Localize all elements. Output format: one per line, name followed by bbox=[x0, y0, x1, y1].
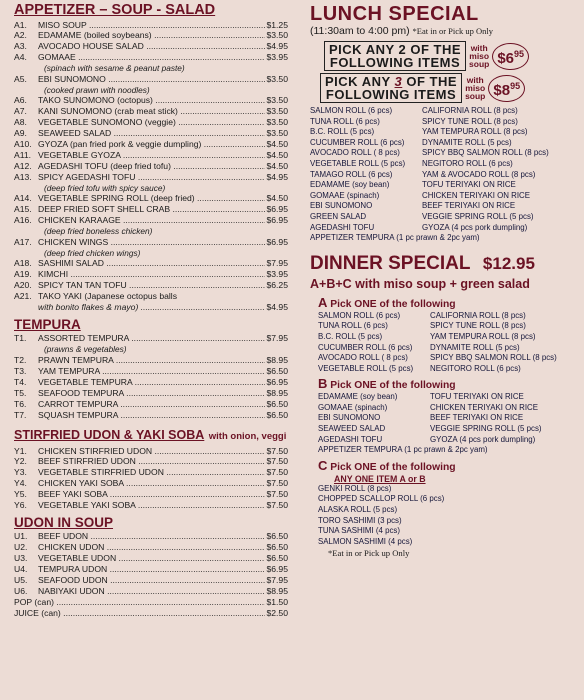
menu-item-row bbox=[14, 377, 288, 388]
pick3-line1a: PICK ANY bbox=[325, 74, 391, 89]
menu-item-price: $7.95 bbox=[266, 575, 288, 586]
menu-item-price: $4.50 bbox=[266, 160, 288, 171]
dinner-c-list bbox=[310, 484, 580, 548]
menu-item-code: A17. bbox=[14, 236, 32, 247]
combo-item: CHICKEN TERIYAKI ON RICE bbox=[422, 190, 531, 200]
menu-item-code: Y4. bbox=[14, 478, 27, 489]
dinner-c-item: GENKI ROLL (8 pcs) bbox=[318, 483, 392, 493]
menu-item-name: PRAWN TEMPURA ..... bbox=[38, 355, 265, 366]
menu-item-row bbox=[14, 575, 288, 586]
combo-item: AVOCADO ROLL ( 8 pcs) bbox=[310, 148, 400, 158]
drink-row bbox=[14, 608, 288, 619]
menu-item-price: $3.50 bbox=[266, 73, 288, 84]
dinner-c-note: *Eat in or Pick up Only bbox=[328, 548, 410, 559]
menu-item-code: A19. bbox=[14, 269, 32, 280]
menu-item-name: BEEF UDON ..... bbox=[38, 531, 265, 542]
menu-item-name: SPICY AGEDASHI TOFU ..... bbox=[38, 172, 265, 183]
combo-item: EBI SUNOMONO bbox=[310, 201, 373, 211]
combo-item: B.C. ROLL (5 pcs) bbox=[318, 331, 383, 341]
menu-item-price: $6.50 bbox=[266, 409, 288, 420]
combo-item: SALMON ROLL (6 pcs) bbox=[310, 106, 393, 115]
menu-item-name: ASSORTED TEMPURA ..... bbox=[38, 333, 265, 344]
menu-item-note: (deep fried boneless chicken) bbox=[44, 226, 153, 237]
pick3-dollars: $8 bbox=[493, 81, 511, 99]
menu-item-price: $7.50 bbox=[266, 445, 288, 456]
combo-item: AVOCADO ROLL ( 8 pcs) bbox=[318, 353, 408, 363]
menu-item-row bbox=[14, 269, 288, 280]
menu-item-code: A21. bbox=[14, 291, 32, 302]
dinner-a-heading bbox=[318, 295, 580, 310]
menu-item-name: SEAWEED SALAD ..... bbox=[38, 128, 265, 139]
menu-item-row bbox=[14, 204, 288, 215]
combo-item: YAM & AVOCADO ROLL (8 pcs) bbox=[422, 169, 536, 179]
menu-item-name: VEGETABLE SUNOMONO (veggie) ..... bbox=[38, 117, 265, 128]
pick2-banner bbox=[324, 41, 580, 71]
combo-item: CALIFORNIA ROLL (8 pcs) bbox=[430, 310, 526, 320]
menu-item-name: TAKO SUNOMONO (octopus) ..... bbox=[38, 95, 265, 106]
menu-item-price: $7.50 bbox=[266, 500, 288, 511]
menu-item-code: U3. bbox=[14, 553, 28, 564]
menu-item-price: $3.50 bbox=[266, 117, 288, 128]
menu-item-note: (cooked prawn with noodles) bbox=[44, 84, 150, 95]
menu-item-code: Y5. bbox=[14, 489, 27, 500]
menu-item-row bbox=[14, 215, 288, 226]
combo-item: SALMON ROLL (6 pcs) bbox=[318, 310, 401, 320]
combo-item: TOFU TERIYAKI ON RICE bbox=[430, 392, 524, 402]
dinner-c-label: Pick ONE of the following bbox=[330, 461, 456, 473]
combo-item: EBI SUNOMONO bbox=[318, 413, 381, 423]
dinner-b-heading bbox=[318, 376, 580, 391]
pick3-with: with bbox=[466, 75, 484, 85]
dinner-a-list bbox=[310, 311, 580, 375]
combo-item: SPICY BBQ SALMON ROLL (8 pcs) bbox=[430, 353, 557, 363]
menu-item-row bbox=[14, 150, 288, 161]
menu-item-name: CHICKEN STIRFRIED UDON ..... bbox=[38, 446, 265, 457]
combo-item: GREEN SALAD bbox=[310, 211, 367, 221]
drink-list bbox=[14, 597, 288, 619]
menu-item-row bbox=[14, 467, 288, 478]
menu-item-name: CHICKEN UDON ..... bbox=[38, 542, 265, 553]
udon-heading bbox=[14, 426, 288, 444]
menu-item-price: $4.95 bbox=[266, 41, 288, 52]
menu-item-price: $4.95 bbox=[266, 171, 288, 182]
pick3-num: 3 bbox=[394, 74, 403, 89]
menu-item-price: $8.95 bbox=[266, 355, 288, 366]
menu-item-row bbox=[14, 106, 288, 117]
combo-item: SPICY BBQ SALMON ROLL (8 pcs) bbox=[422, 148, 549, 158]
menu-item-price: $7.50 bbox=[266, 489, 288, 500]
tempura-heading: TEMPURA bbox=[14, 316, 81, 332]
menu-item-row bbox=[14, 74, 288, 85]
menu-item-price: $7.50 bbox=[266, 456, 288, 467]
menu-item-row bbox=[14, 20, 288, 31]
menu-item-code: Y2. bbox=[14, 456, 27, 467]
dinner-c-item: ALASKA ROLL (5 pcs) bbox=[318, 505, 398, 515]
menu-item-code: Y1. bbox=[14, 445, 27, 456]
menu-item-code: U1. bbox=[14, 531, 28, 542]
combo-item: TUNA ROLL (6 pcs) bbox=[318, 321, 388, 331]
menu-item-code: A3. bbox=[14, 41, 27, 52]
combo-item: SEAWEED SALAD bbox=[318, 424, 386, 434]
dinner-b-label: Pick ONE of the following bbox=[330, 380, 456, 392]
menu-item-price: $6.50 bbox=[266, 542, 288, 553]
menu-item-name: CARROT TEMPURA ..... bbox=[38, 399, 265, 410]
dinner-b-list bbox=[310, 392, 580, 445]
menu-item-code: T4. bbox=[14, 376, 27, 387]
udon-list bbox=[14, 446, 288, 511]
lunch-last-item: APPETIZER TEMPURA (1 pc prawn & 2pc yam) bbox=[310, 233, 480, 243]
menu-item-row bbox=[14, 237, 288, 248]
menu-item-code: A18. bbox=[14, 258, 32, 269]
menu-item-price: $3.50 bbox=[266, 30, 288, 41]
combo-item: CALIFORNIA ROLL (8 pcs) bbox=[422, 106, 518, 115]
menu-item-price: $3.50 bbox=[266, 128, 288, 139]
menu-item-code: Y6. bbox=[14, 500, 27, 511]
menu-item-row bbox=[14, 500, 288, 511]
pick2-line2: FOLLOWING ITEMS bbox=[329, 55, 461, 70]
appetizer-list bbox=[14, 20, 288, 313]
menu-item-price: $4.50 bbox=[266, 193, 288, 204]
menu-item-price: $4.95 bbox=[266, 302, 288, 313]
menu-item-price: $8.95 bbox=[266, 585, 288, 596]
combo-item: YAM TEMPURA ROLL (8 pcs) bbox=[430, 331, 536, 341]
menu-item-row bbox=[14, 41, 288, 52]
combo-item: NEGITORO ROLL (6 pcs) bbox=[422, 158, 513, 168]
pick2-soup: soup bbox=[469, 59, 490, 69]
combo-grid bbox=[318, 311, 580, 375]
menu-item-code: A11. bbox=[14, 149, 32, 160]
pick3-miso-label bbox=[465, 76, 485, 100]
menu-item-note: (spinach with sesame & peanut paste) bbox=[44, 63, 185, 74]
drink-price: $2.50 bbox=[266, 607, 288, 618]
pick2-with: with bbox=[470, 43, 488, 53]
menu-item-name: CHICKEN YAKI SOBA ..... bbox=[38, 478, 265, 489]
menu-item-code: A2. bbox=[14, 30, 27, 41]
menu-item-row bbox=[14, 258, 288, 269]
menu-item-price: $3.95 bbox=[266, 52, 288, 63]
pick3-line1b: OF THE bbox=[406, 74, 458, 89]
menu-item-row bbox=[14, 280, 288, 291]
menu-item-price: $3.95 bbox=[266, 269, 288, 280]
menu-item-price: $7.95 bbox=[266, 258, 288, 269]
menu-item-price: $6.50 bbox=[266, 531, 288, 542]
combo-item: BEEF TERIYAKI ON RICE bbox=[422, 201, 516, 211]
combo-item: DYNAMITE ROLL (5 pcs) bbox=[430, 342, 520, 352]
combo-item: BEEF TERIYAKI ON RICE bbox=[430, 413, 524, 423]
menu-item-name: VEGETABLE GYOZA ..... bbox=[38, 150, 265, 161]
menu-item-row bbox=[14, 161, 288, 172]
menu-item-name: GYOZA (pan fried pork & veggie dumpling) ..... bbox=[38, 139, 265, 150]
menu-item-code: A4. bbox=[14, 52, 27, 63]
combo-item: EDAMAME (soy bean) bbox=[318, 392, 398, 402]
dinner-b-letter: B bbox=[318, 376, 328, 392]
menu-item-price: $6.95 bbox=[266, 564, 288, 575]
dinner-title-row bbox=[310, 253, 580, 276]
menu-item-row bbox=[14, 446, 288, 457]
menu-item-row bbox=[14, 478, 288, 489]
menu-item-price: $3.50 bbox=[266, 95, 288, 106]
menu-item-name: TAKO YAKI (Japanese octopus balls bbox=[38, 291, 178, 302]
menu-item-price: $6.25 bbox=[266, 280, 288, 291]
menu-item-name: VEGETABLE STIRFRIED UDON ..... bbox=[38, 467, 265, 478]
menu-item-code: A15. bbox=[14, 204, 32, 215]
combo-item: TAMAGO ROLL (6 pcs) bbox=[310, 169, 393, 179]
menu-item-code: A10. bbox=[14, 139, 32, 150]
menu-item-code bbox=[14, 302, 38, 313]
combo-item: CUCUMBER ROLL (6 pcs) bbox=[310, 137, 405, 147]
menu-item-code: A20. bbox=[14, 280, 32, 291]
menu-item-row bbox=[14, 193, 288, 204]
menu-item-row bbox=[14, 489, 288, 500]
menu-item-name: VEGETABLE SPRING ROLL (deep fried) ..... bbox=[38, 193, 265, 204]
combo-item: TUNA ROLL (6 pcs) bbox=[310, 116, 380, 126]
menu-item-price: $6.95 bbox=[266, 376, 288, 387]
combo-item: AGEDASHI TOFU bbox=[318, 434, 383, 444]
appetizer-heading: APPETIZER – SOUP - SALAD bbox=[14, 2, 216, 18]
menu-item-row bbox=[14, 30, 288, 41]
menu-item-name: BEEF STIRFRIED UDON ..... bbox=[38, 456, 265, 467]
menu-item-note: (prawns & vegetables) bbox=[44, 344, 127, 355]
menu-item-note: (deep fried chicken wings) bbox=[44, 247, 141, 258]
combo-item: CHICKEN TERIYAKI ON RICE bbox=[430, 402, 539, 412]
menu-item-code: U4. bbox=[14, 564, 28, 575]
pick3-soup: soup bbox=[465, 91, 486, 101]
pick2-box bbox=[324, 41, 466, 71]
dinner-c-letter: C bbox=[318, 457, 328, 473]
menu-item-name: VEGETABLE TEMPURA ..... bbox=[38, 377, 265, 388]
menu-item-code: A1. bbox=[14, 19, 27, 30]
menu-item-row bbox=[14, 366, 288, 377]
combo-item: VEGGIE SPRING ROLL (5 pcs) bbox=[430, 424, 542, 434]
pick3-line2: FOLLOWING ITEMS bbox=[325, 87, 457, 102]
dinner-a-label: Pick ONE of the following bbox=[330, 298, 456, 310]
combo-grid bbox=[318, 392, 580, 445]
menu-item-name: SQUASH TEMPURA ..... bbox=[38, 410, 265, 421]
menu-item-name: TEMPURA UDON ..... bbox=[38, 564, 265, 575]
menu-item-price: $7.50 bbox=[266, 467, 288, 478]
dinner-c-item: CHOPPED SCALLOP ROLL (6 pcs) bbox=[318, 494, 445, 504]
combo-item: TOFU TERIYAKI ON RICE bbox=[422, 180, 516, 190]
menu-item-name: CHICKEN KARAAGE ..... bbox=[38, 215, 265, 226]
menu-item-code: T5. bbox=[14, 387, 27, 398]
right-column bbox=[302, 0, 584, 700]
pick3-cents: 95 bbox=[510, 80, 521, 91]
menu-item-row bbox=[14, 172, 288, 183]
menu-item-row bbox=[14, 456, 288, 467]
menu-item-code: A13. bbox=[14, 171, 32, 182]
menu-item-code: A14. bbox=[14, 193, 32, 204]
menu-item-row bbox=[14, 333, 288, 344]
menu-item-name: GOMAAE ..... bbox=[38, 52, 265, 63]
combo-item: VEGETABLE ROLL (5 pcs) bbox=[310, 158, 406, 168]
menu-item-row bbox=[14, 52, 288, 63]
pick3-price bbox=[488, 75, 525, 102]
combo-item: VEGETABLE ROLL (5 pcs) bbox=[318, 363, 414, 373]
menu-item-price: $6.95 bbox=[266, 204, 288, 215]
soup-list bbox=[14, 531, 288, 596]
menu-item-price: $7.95 bbox=[266, 333, 288, 344]
menu-item-name: CHICKEN WINGS ..... bbox=[38, 237, 265, 248]
menu-item-row bbox=[14, 586, 288, 597]
menu-item-code: T2. bbox=[14, 355, 27, 366]
menu-item-price: $6.95 bbox=[266, 236, 288, 247]
menu-item-name: VEGETABLE YAKI SOBA ..... bbox=[38, 500, 265, 511]
lunch-title: LUNCH SPECIAL bbox=[310, 3, 479, 25]
menu-item-row bbox=[14, 410, 288, 421]
dinner-title: DINNER SPECIAL bbox=[310, 252, 471, 274]
dinner-c-sub: ANY ONE ITEM A or B bbox=[334, 473, 426, 484]
menu-item-row bbox=[14, 95, 288, 106]
udon-heading-title: STIRFRIED UDON & YAKI SOBA bbox=[14, 427, 205, 442]
menu-item-code: T1. bbox=[14, 333, 27, 344]
pick2-miso: miso bbox=[469, 51, 490, 61]
combo-grid bbox=[310, 106, 580, 233]
lunch-items bbox=[310, 106, 580, 233]
menu-item-row bbox=[14, 531, 288, 542]
menu-item-code: U2. bbox=[14, 542, 28, 553]
menu-item-code: U5. bbox=[14, 575, 28, 586]
menu-item-price: $3.50 bbox=[266, 106, 288, 117]
combo-item: SPICY TUNE ROLL (8 pcs) bbox=[422, 116, 518, 126]
dinner-price: $12.95 bbox=[482, 253, 535, 273]
menu-item-name: AVOCADO HOUSE SALAD ..... bbox=[38, 41, 265, 52]
menu-item-name: KANI SUNOMONO (crab meat stick) ..... bbox=[38, 106, 265, 117]
menu-item-name: SEAFOOD TEMPURA ..... bbox=[38, 388, 265, 399]
menu-item-note: with bonito flakes & mayo) ..... bbox=[38, 302, 265, 313]
combo-item: YAM TEMPURA ROLL (8 pcs) bbox=[422, 127, 528, 137]
menu-item-row bbox=[14, 291, 288, 302]
menu-item-price: $6.50 bbox=[266, 553, 288, 564]
combo-item: AGEDASHI TOFU bbox=[310, 222, 375, 232]
menu-item-code: T6. bbox=[14, 398, 27, 409]
lunch-hours-time: (11:30am to 4:00 pm) bbox=[310, 25, 410, 37]
menu-item-name: NABIYAKI UDON ..... bbox=[38, 586, 265, 597]
menu-item-price: $8.95 bbox=[266, 387, 288, 398]
menu-item-name: DEEP FRIED SOFT SHELL CRAB ..... bbox=[38, 204, 265, 215]
pick3-miso: miso bbox=[465, 83, 486, 93]
menu-item-code: A8. bbox=[14, 117, 27, 128]
combo-item: DYNAMITE ROLL (5 pcs) bbox=[422, 137, 512, 147]
drink-name: JUICE (can) ..... bbox=[14, 608, 265, 619]
drink-name: POP (can) ..... bbox=[14, 597, 265, 608]
pick2-line1: PICK ANY 2 OF THE bbox=[329, 42, 462, 57]
pick2-miso-label bbox=[469, 44, 489, 68]
combo-item: GOMAAE (spinach) bbox=[318, 402, 388, 412]
menu-item-name: YAM TEMPURA ..... bbox=[38, 366, 265, 377]
menu-item-price: $6.95 bbox=[266, 215, 288, 226]
menu-item-name: EBI SUNOMONO ..... bbox=[38, 74, 265, 85]
pick2-cents: 95 bbox=[514, 48, 525, 59]
menu-item-row bbox=[14, 388, 288, 399]
menu-item-price: $1.25 bbox=[266, 19, 288, 30]
menu-item-row bbox=[14, 355, 288, 366]
menu-item-name: SASHIMI SALAD ..... bbox=[38, 258, 265, 269]
menu-item-price: $7.50 bbox=[266, 478, 288, 489]
dinner-subtitle: A+B+C with miso soup + green salad bbox=[310, 276, 530, 291]
menu-item-code: T7. bbox=[14, 409, 27, 420]
dinner-a-letter: A bbox=[318, 294, 328, 310]
menu-item-note: (deep fried tofu with spicy sauce) bbox=[44, 182, 166, 193]
combo-item: NEGITORO ROLL (6 pcs) bbox=[430, 363, 521, 373]
combo-item: GOMAAE (spinach) bbox=[310, 190, 380, 200]
menu-item-code: A6. bbox=[14, 95, 27, 106]
dinner-b-last: APPETIZER TEMPURA (1 pc prawn & 2pc yam) bbox=[318, 445, 488, 455]
menu-item-code: U6. bbox=[14, 585, 28, 596]
combo-item: B.C. ROLL (5 pcs) bbox=[310, 127, 375, 137]
pick2-price bbox=[492, 43, 529, 70]
pick3-banner bbox=[320, 73, 580, 103]
pick2-dollars: $6 bbox=[497, 49, 515, 67]
menu-item-row bbox=[14, 542, 288, 553]
menu-item-name: SPICY TAN TAN TOFU ..... bbox=[38, 280, 265, 291]
tempura-list bbox=[14, 333, 288, 420]
menu-item-row bbox=[14, 399, 288, 410]
menu-item-row-cont bbox=[14, 302, 288, 313]
menu-item-name: VEGETABLE UDON ..... bbox=[38, 553, 265, 564]
menu-item-row bbox=[14, 553, 288, 564]
combo-item: GYOZA (4 pcs pork dumpling) bbox=[430, 434, 536, 444]
combo-item: EDAMAME (soy bean) bbox=[310, 180, 390, 190]
menu-item-name: MISO SOUP ..... bbox=[38, 20, 265, 31]
drink-row bbox=[14, 597, 288, 608]
dinner-c-heading bbox=[318, 458, 580, 473]
menu-item-row bbox=[14, 117, 288, 128]
menu-item-code: A7. bbox=[14, 106, 27, 117]
combo-item: GYOZA (4 pcs pork dumpling) bbox=[422, 222, 528, 232]
menu-item-row bbox=[14, 128, 288, 139]
udon-heading-suffix: with onion, veggi bbox=[208, 430, 287, 442]
menu-item-code: A16. bbox=[14, 215, 32, 226]
combo-item: SPICY TUNE ROLL (8 pcs) bbox=[430, 321, 526, 331]
dinner-c-item: TUNA SASHIMI (4 pcs) bbox=[318, 526, 400, 536]
pick3-box bbox=[320, 73, 462, 103]
combo-item: CUCUMBER ROLL (6 pcs) bbox=[318, 342, 413, 352]
menu-item-name: KIMCHI ..... bbox=[38, 269, 265, 280]
menu-item-price: $4.50 bbox=[266, 149, 288, 160]
lunch-hours bbox=[310, 25, 580, 38]
menu-item-code: T3. bbox=[14, 365, 27, 376]
drink-price: $1.50 bbox=[266, 596, 288, 607]
dinner-c-item: SALMON SASHIMI (4 pcs) bbox=[318, 536, 413, 546]
dinner-c-item: TORO SASHIMI (3 pcs) bbox=[318, 515, 402, 525]
menu-item-row bbox=[14, 564, 288, 575]
menu-item-name: EDAMAME (boiled soybeans) ..... bbox=[38, 30, 265, 41]
menu-item-row bbox=[14, 139, 288, 150]
menu-item-code: A9. bbox=[14, 128, 27, 139]
menu-item-code: A12. bbox=[14, 160, 32, 171]
menu-item-name: BEEF YAKI SOBA ..... bbox=[38, 489, 265, 500]
menu-item-code: Y3. bbox=[14, 467, 27, 478]
menu-item-price: $6.50 bbox=[266, 398, 288, 409]
menu-item-price: $4.50 bbox=[266, 139, 288, 150]
soup-heading: UDON IN SOUP bbox=[14, 514, 114, 530]
menu-item-name: SEAFOOD UDON ..... bbox=[38, 575, 265, 586]
menu-item-price bbox=[287, 291, 288, 302]
menu-item-name: AGEDASHI TOFU (deep fried tofu) ..... bbox=[38, 161, 265, 172]
combo-item: VEGGIE SPRING ROLL (5 pcs) bbox=[422, 211, 534, 221]
lunch-hours-note: *Eat in or Pick up Only bbox=[412, 26, 494, 36]
menu-item-code: A5. bbox=[14, 73, 27, 84]
menu-item-price: $6.50 bbox=[266, 365, 288, 376]
